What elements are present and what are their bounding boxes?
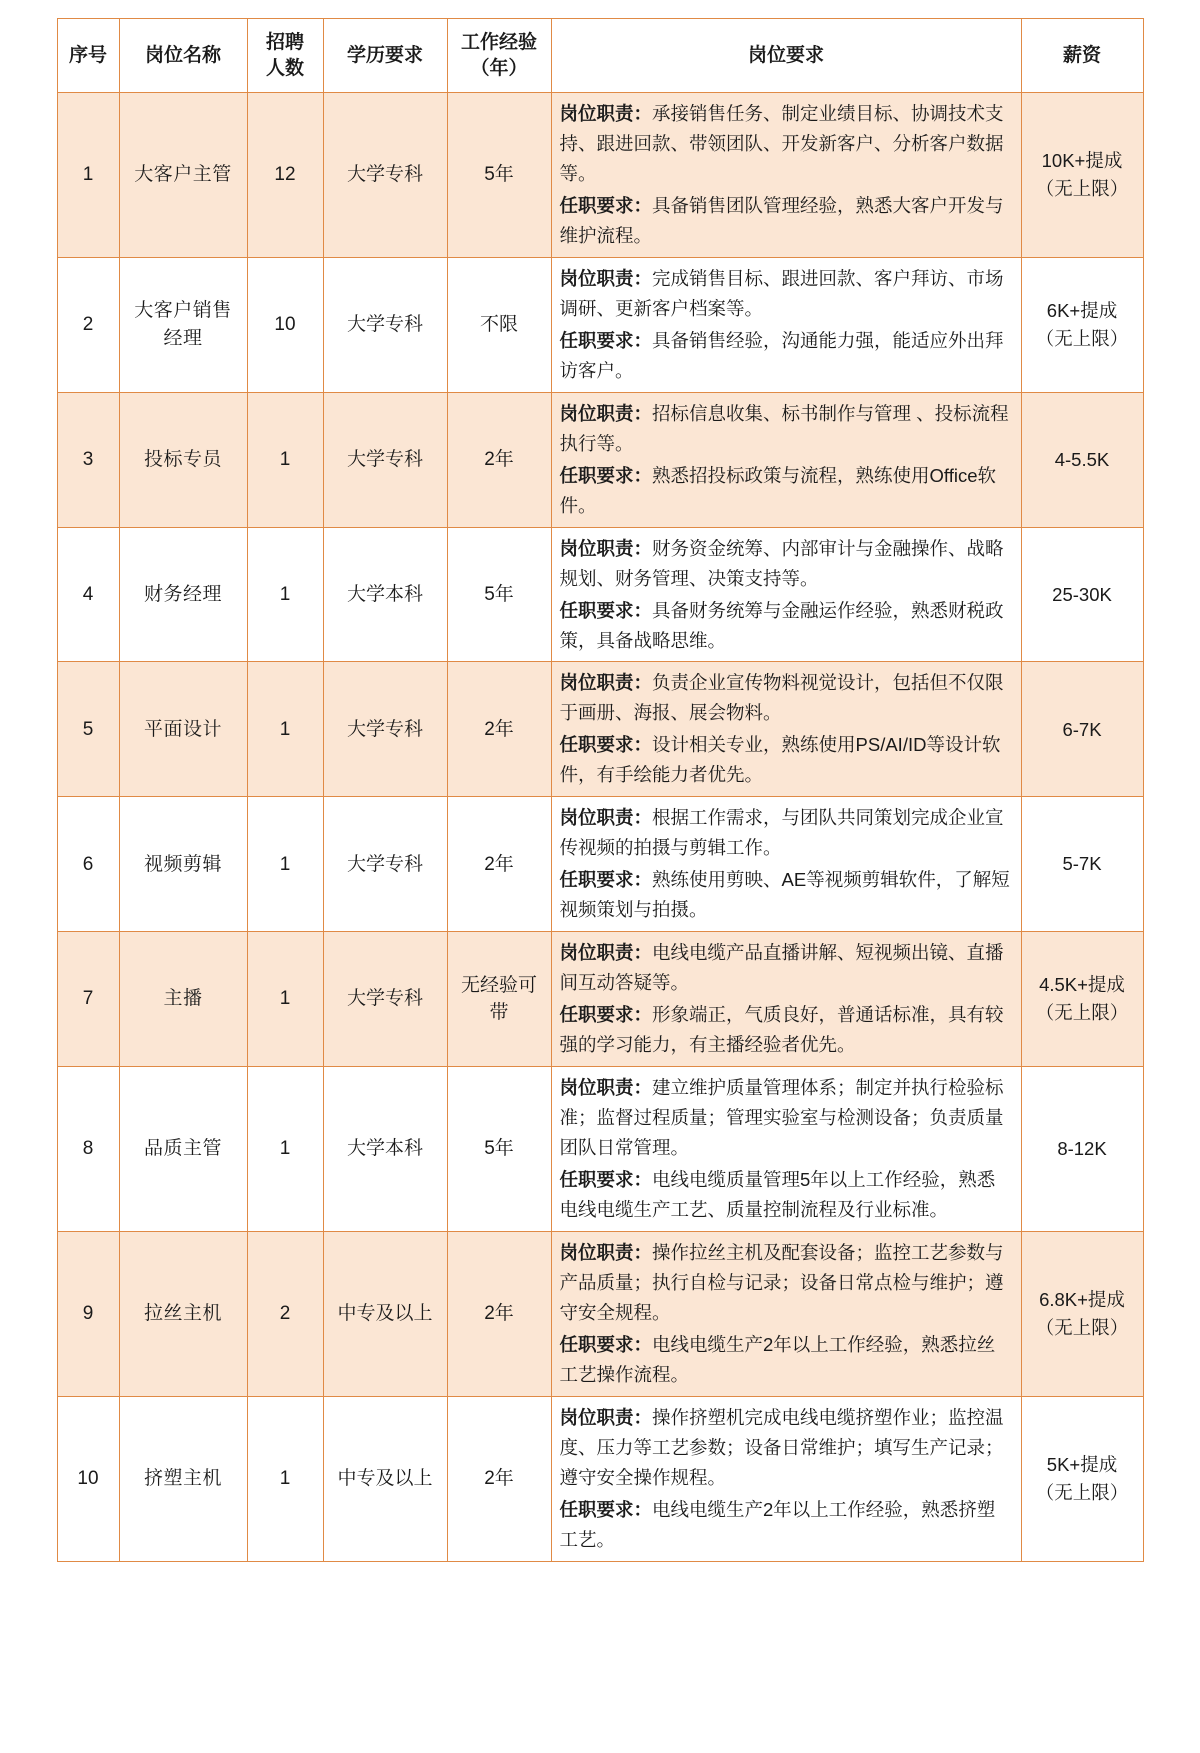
cell-experience: 无经验可带 — [447, 932, 551, 1067]
cell-education: 大学专科 — [323, 392, 447, 527]
cell-index: 9 — [57, 1231, 119, 1396]
qualification-text: 具备销售团队管理经验，熟悉大客户开发与维护流程。 — [559, 194, 1004, 246]
cell-job-title: 财务经理 — [119, 527, 247, 662]
qualification-text: 形象端正，气质良好，普通话标准，具有较强的学习能力，有主播经验者优先。 — [559, 1004, 1004, 1056]
cell-experience: 2年 — [447, 1231, 551, 1396]
cell-job-title: 大客户销售经理 — [119, 257, 247, 392]
cell-salary — [1021, 257, 1143, 392]
qualification-paragraph — [560, 461, 1013, 521]
duty-text: 财务资金统筹、内部审计与金融操作、战略规划、财务管理、决策支持等。 — [559, 537, 1004, 589]
duty-label: 岗位职责： — [559, 1406, 653, 1428]
cell-salary — [1021, 662, 1143, 797]
cell-index: 1 — [57, 93, 119, 258]
cell-requirements — [551, 932, 1021, 1067]
duty-label: 岗位职责： — [559, 402, 653, 424]
cell-requirements — [551, 392, 1021, 527]
table-row — [57, 1231, 1143, 1396]
cell-headcount: 1 — [247, 392, 323, 527]
cell-headcount: 2 — [247, 1231, 323, 1396]
duty-text: 建立维护质量管理体系；制定并执行检验标准；监督过程质量；管理实验室与检测设备；负责质量团队日常管理。 — [559, 1077, 1004, 1159]
cell-experience: 不限 — [447, 257, 551, 392]
cell-index: 2 — [57, 257, 119, 392]
duty-paragraph — [560, 264, 1013, 324]
qualification-label: 任职要求： — [559, 1169, 653, 1190]
cell-education: 大学专科 — [323, 257, 447, 392]
qualification-paragraph — [560, 1330, 1013, 1390]
cell-education: 大学本科 — [323, 1067, 447, 1232]
cell-headcount: 1 — [247, 527, 323, 662]
qualification-text: 熟练使用剪映、AE等视频剪辑软件，了解短视频策划与拍摄。 — [559, 869, 1010, 921]
salary-primary: 6.8K+提成 — [1039, 1289, 1125, 1311]
salary-primary: 5K+提成 — [1046, 1453, 1118, 1475]
cell-education: 大学专科 — [323, 932, 447, 1067]
salary-primary: 4.5K+提成 — [1039, 974, 1125, 996]
salary-note: （无上限） — [1035, 177, 1129, 199]
salary-note: （无上限） — [1035, 1002, 1129, 1024]
cell-salary — [1021, 93, 1143, 258]
cell-experience: 5年 — [447, 1067, 551, 1232]
duty-text: 电线电缆产品直播讲解、短视频出镜、直播间互动答疑等。 — [559, 942, 1004, 994]
qualification-label: 任职要求： — [559, 464, 653, 486]
qualification-text: 具备财务统筹与金融运作经验，熟悉财税政策，具备战略思维。 — [559, 599, 1004, 651]
cell-job-title: 主播 — [119, 932, 247, 1067]
salary-note: （无上限） — [1035, 1316, 1129, 1338]
duty-text: 招标信息收集、标书制作与管理 、投标流程执行等。 — [559, 402, 1009, 454]
duty-label: 岗位职责： — [559, 672, 653, 694]
cell-headcount: 1 — [247, 662, 323, 797]
cell-headcount: 1 — [247, 1067, 323, 1232]
qualification-label: 任职要求： — [559, 1498, 653, 1520]
cell-job-title: 品质主管 — [119, 1067, 247, 1232]
header-count-line1: 招聘 — [265, 32, 304, 54]
cell-index: 10 — [57, 1396, 119, 1561]
salary-primary: 6-7K — [1062, 718, 1102, 740]
cell-index: 4 — [57, 527, 119, 662]
duty-paragraph — [560, 803, 1013, 863]
qualification-text: 电线电缆质量管理5年以上工作经验，熟悉电线电缆生产工艺、质量控制流程及行业标准。 — [559, 1169, 996, 1220]
cell-education: 大学本科 — [323, 527, 447, 662]
qualification-label: 任职要求： — [559, 869, 653, 891]
duty-text: 根据工作需求，与团队共同策划完成企业宣传视频的拍摄与剪辑工作。 — [559, 807, 1004, 859]
table-row — [57, 392, 1143, 527]
qualification-label: 任职要求： — [559, 599, 653, 621]
qualification-label: 任职要求： — [559, 194, 653, 216]
cell-experience: 2年 — [447, 1396, 551, 1561]
cell-job-title: 挤塑主机 — [119, 1396, 247, 1561]
duty-paragraph — [560, 99, 1013, 189]
salary-primary: 8-12K — [1057, 1138, 1107, 1160]
qualification-text: 设计相关专业，熟练使用PS/AI/ID等设计软件，有手绘能力者优先。 — [559, 734, 1001, 786]
cell-salary — [1021, 932, 1143, 1067]
header-count — [247, 19, 323, 93]
header-education: 学历要求 — [323, 19, 447, 93]
qualification-paragraph — [560, 1165, 1013, 1225]
cell-requirements — [551, 1396, 1021, 1561]
duty-label: 岗位职责： — [559, 267, 653, 289]
table-row — [57, 93, 1143, 258]
duty-paragraph — [560, 399, 1013, 459]
salary-primary: 6K+提成 — [1046, 300, 1118, 322]
qualification-paragraph — [560, 1000, 1013, 1060]
salary-primary: 25-30K — [1052, 583, 1112, 605]
qualification-paragraph — [560, 326, 1013, 386]
header-experience-line1: 工作经验 — [460, 32, 537, 54]
qualification-label: 任职要求： — [559, 1333, 653, 1355]
cell-salary — [1021, 797, 1143, 932]
table-row — [57, 932, 1143, 1067]
table-row — [57, 1396, 1143, 1561]
qualification-text: 电线电缆生产2年以上工作经验，熟悉拉丝工艺操作流程。 — [559, 1333, 996, 1385]
qualification-text: 具备销售经验，沟通能力强，能适应外出拜访客户。 — [559, 329, 1004, 381]
cell-job-title: 拉丝主机 — [119, 1231, 247, 1396]
cell-job-title: 投标专员 — [119, 392, 247, 527]
qualification-text: 熟悉招投标政策与流程，熟练使用Office软件。 — [559, 464, 997, 516]
duty-text: 操作拉丝主机及配套设备；监控工艺参数与产品质量；执行自检与记录；设备日常点检与维护；遵守安全规程。 — [559, 1241, 1004, 1323]
cell-index: 7 — [57, 932, 119, 1067]
cell-requirements — [551, 93, 1021, 258]
duty-label: 岗位职责： — [559, 537, 653, 559]
salary-primary: 10K+提成 — [1041, 150, 1123, 172]
header-requirements: 岗位要求 — [551, 19, 1021, 93]
cell-salary — [1021, 392, 1143, 527]
qualification-paragraph — [560, 1495, 1013, 1555]
cell-job-title: 大客户主管 — [119, 93, 247, 258]
cell-salary — [1021, 527, 1143, 662]
cell-experience: 2年 — [447, 797, 551, 932]
qualification-text: 电线电缆生产2年以上工作经验，熟悉挤塑工艺。 — [559, 1498, 996, 1550]
cell-index: 3 — [57, 392, 119, 527]
cell-requirements — [551, 527, 1021, 662]
cell-headcount: 12 — [247, 93, 323, 258]
header-index: 序号 — [57, 19, 119, 93]
cell-experience: 5年 — [447, 527, 551, 662]
qualification-label: 任职要求： — [559, 1004, 653, 1026]
duty-label: 岗位职责： — [559, 103, 653, 124]
duty-text: 完成销售目标、跟进回款、客户拜访、市场调研、更新客户档案等。 — [559, 267, 1004, 319]
qualification-paragraph — [560, 730, 1013, 790]
duty-label: 岗位职责： — [559, 807, 653, 829]
duty-paragraph — [560, 1238, 1013, 1328]
qualification-paragraph — [560, 865, 1013, 925]
cell-education: 中专及以上 — [323, 1396, 447, 1561]
cell-education: 大学专科 — [323, 93, 447, 258]
duty-label: 岗位职责： — [559, 942, 653, 964]
cell-index: 8 — [57, 1067, 119, 1232]
cell-education: 大学专科 — [323, 662, 447, 797]
job-listing-table — [57, 18, 1144, 1562]
duty-text: 负责企业宣传物料视觉设计，包括但不仅限于画册、海报、展会物料。 — [559, 672, 1004, 724]
salary-primary: 4-5.5K — [1054, 448, 1110, 470]
duty-paragraph — [560, 938, 1013, 998]
qualification-paragraph — [560, 596, 1013, 656]
cell-requirements — [551, 797, 1021, 932]
salary-primary: 5-7K — [1062, 853, 1102, 875]
header-count-line2: 人数 — [265, 57, 304, 79]
table-header — [57, 19, 1143, 93]
table-body — [57, 93, 1143, 1562]
cell-salary — [1021, 1067, 1143, 1232]
cell-salary — [1021, 1231, 1143, 1396]
salary-note: （无上限） — [1035, 1481, 1129, 1503]
cell-index: 5 — [57, 662, 119, 797]
header-salary: 薪资 — [1021, 19, 1143, 93]
cell-job-title: 视频剪辑 — [119, 797, 247, 932]
header-experience-line2: （年） — [470, 57, 528, 79]
cell-requirements — [551, 662, 1021, 797]
cell-experience: 2年 — [447, 392, 551, 527]
cell-education: 中专及以上 — [323, 1231, 447, 1396]
cell-headcount: 1 — [247, 932, 323, 1067]
cell-headcount: 1 — [247, 797, 323, 932]
duty-text: 操作挤塑机完成电线电缆挤塑作业；监控温度、压力等工艺参数；设备日常维护；填写生产记录；遵守安全操作规程。 — [559, 1406, 1004, 1488]
cell-requirements — [551, 257, 1021, 392]
cell-index: 6 — [57, 797, 119, 932]
table-row — [57, 797, 1143, 932]
table-row — [57, 527, 1143, 662]
duty-paragraph — [560, 534, 1013, 594]
header-experience — [447, 19, 551, 93]
cell-salary — [1021, 1396, 1143, 1561]
header-row — [57, 19, 1143, 93]
cell-headcount: 1 — [247, 1396, 323, 1561]
cell-job-title: 平面设计 — [119, 662, 247, 797]
qualification-paragraph — [560, 191, 1013, 251]
cell-requirements — [551, 1067, 1021, 1232]
duty-paragraph — [560, 668, 1013, 728]
table-row — [57, 662, 1143, 797]
qualification-label: 任职要求： — [559, 734, 653, 756]
duty-label: 岗位职责： — [559, 1241, 653, 1263]
salary-note: （无上限） — [1035, 327, 1129, 349]
cell-requirements — [551, 1231, 1021, 1396]
table-row — [57, 257, 1143, 392]
header-title: 岗位名称 — [119, 19, 247, 93]
qualification-label: 任职要求： — [559, 329, 653, 351]
duty-paragraph — [560, 1073, 1013, 1163]
cell-education: 大学专科 — [323, 797, 447, 932]
cell-experience: 2年 — [447, 662, 551, 797]
cell-experience: 5年 — [447, 93, 551, 258]
duty-label: 岗位职责： — [559, 1077, 653, 1099]
cell-headcount: 10 — [247, 257, 323, 392]
duty-text: 承接销售任务、制定业绩目标、协调技术支持、跟进回款、带领团队、开发新客户、分析客户数据等。 — [559, 103, 1004, 184]
table-row — [57, 1067, 1143, 1232]
duty-paragraph — [560, 1403, 1013, 1493]
